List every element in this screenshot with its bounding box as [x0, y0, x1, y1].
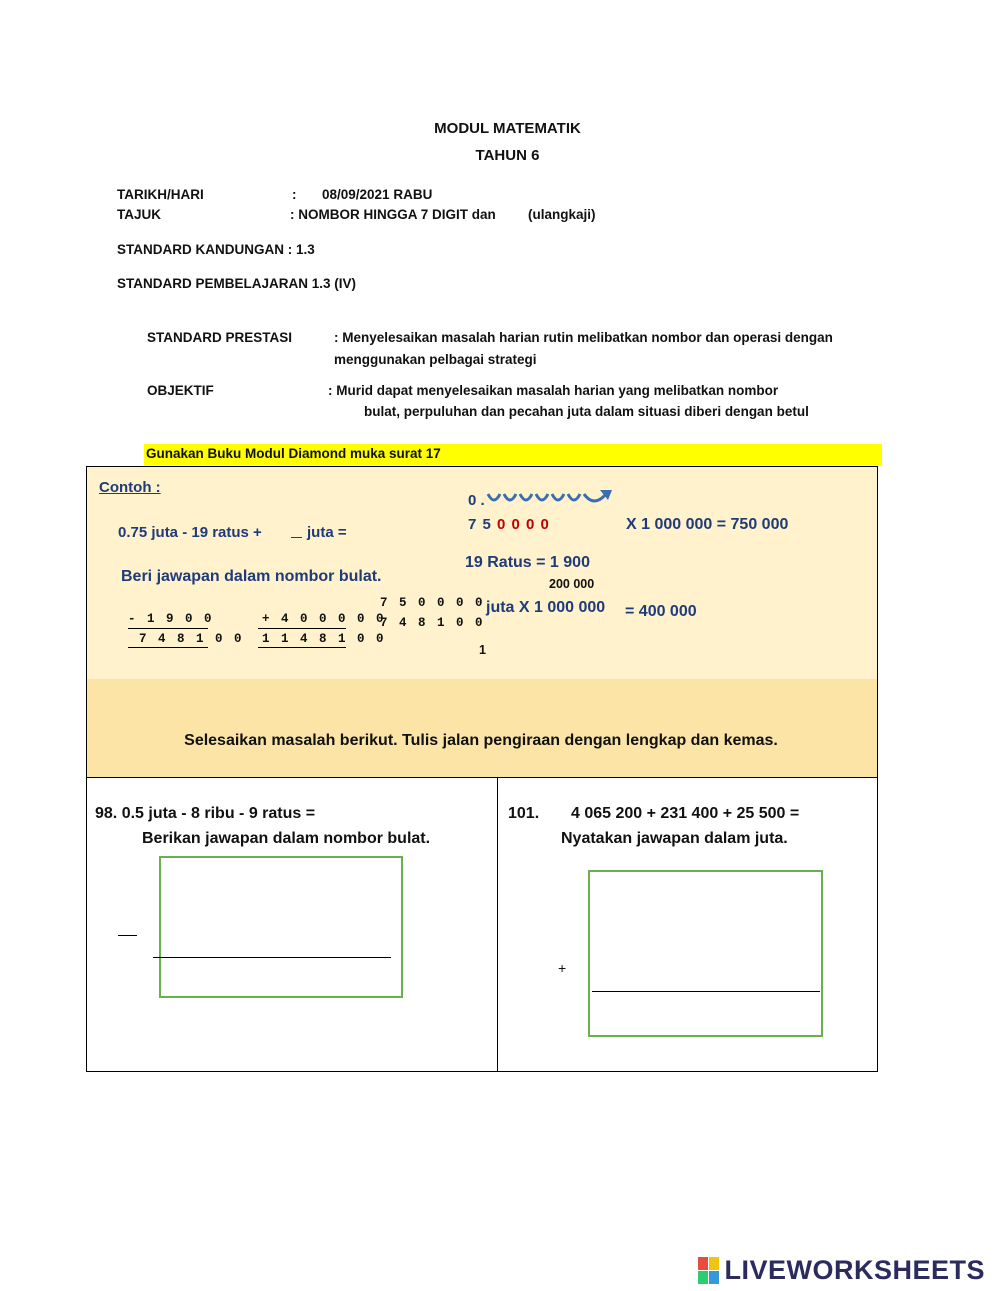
question-divider [497, 777, 498, 1071]
column-rule-3 [258, 628, 346, 629]
ratus-conversion: 19 Ratus = 1 900 [465, 554, 590, 571]
question-101-hint: Nyatakan jawapan dalam juta. [561, 830, 788, 847]
column-result-2: 1 1 4 8 1 0 0 [262, 632, 386, 646]
highlight-text: Gunakan Buku Modul Diamond muka surat 17 [146, 446, 441, 461]
column-top-2: 7 4 8 1 0 0 [380, 616, 485, 630]
blank-underline [291, 537, 302, 538]
column-top-1: 7 5 0 0 0 0 [380, 596, 485, 610]
q98-answer-rule [153, 957, 391, 958]
example-question-right: juta = [307, 524, 347, 541]
tarikh-separator: : [292, 187, 297, 202]
digits-black: 7 5 [468, 516, 492, 533]
question-101-text: 4 065 200 + 231 400 + 25 500 = [571, 805, 800, 822]
q98-answer-box[interactable] [159, 856, 403, 998]
instruction-text: Selesaikan masalah berikut. Tulis jalan pengiraan dengan lengkap dan kemas. [184, 732, 778, 749]
decimal-shift-arrows [484, 484, 624, 508]
standard-kandungan: STANDARD KANDUNGAN : 1.3 [117, 242, 315, 257]
juta-result: = 400 000 [625, 603, 697, 620]
question-101-number: 101. [508, 805, 540, 822]
tajuk-note: (ulangkaji) [528, 207, 596, 222]
instruction-box [86, 679, 878, 778]
column-rule-2 [128, 647, 208, 648]
question-98-text: 98. 0.5 juta - 8 ribu - 9 ratus = [95, 805, 316, 822]
standard-pembelajaran: STANDARD PEMBELAJARAN 1.3 (IV) [117, 276, 357, 291]
column-add: + 4 0 0 0 0 0 [262, 612, 386, 626]
decimal-prefix: 0 . [468, 492, 485, 509]
page-title: MODUL MATEMATIK [434, 120, 581, 137]
multiply-result: X 1 000 000 = 750 000 [626, 516, 789, 533]
column-subtract: - 1 9 0 0 [128, 612, 214, 626]
example-question-left: 0.75 juta - 19 ratus + [118, 524, 262, 541]
column-rule-1 [128, 628, 208, 629]
stray-digit: 1 [479, 643, 486, 657]
small-number: 200 000 [549, 577, 595, 591]
example-label: Contoh : [99, 479, 161, 496]
q101-answer-box[interactable] [588, 870, 823, 1037]
q98-minus-sign [118, 935, 137, 936]
prestasi-line-1: : Menyelesaikan masalah harian rutin melibatkan nombor dan operasi dengan [334, 330, 833, 345]
juta-multiply: juta X 1 000 000 [486, 599, 606, 616]
tajuk-value: : NOMBOR HINGGA 7 DIGIT dan [290, 207, 496, 222]
prestasi-line-2: menggunakan pelbagai strategi [334, 352, 537, 367]
page-subtitle: TAHUN 6 [475, 147, 540, 164]
tarikh-label: TARIKH/HARI [117, 187, 204, 202]
column-rule-4 [258, 647, 346, 648]
logo-mark-icon [698, 1257, 720, 1285]
digits-red: 0 0 0 0 [497, 516, 550, 533]
tajuk-label: TAJUK [117, 207, 162, 222]
liveworksheets-logo [698, 1255, 985, 1286]
prestasi-label: STANDARD PRESTASI [147, 330, 293, 345]
objektif-label: OBJEKTIF [147, 383, 214, 398]
q101-plus-sign: + [558, 960, 567, 976]
question-98-hint: Berikan jawapan dalam nombor bulat. [142, 830, 431, 847]
logo-text: LIVEWORKSHEETS [724, 1255, 985, 1285]
objektif-line-1: : Murid dapat menyelesaikan masalah harian yang melibatkan nombor [328, 383, 779, 398]
example-answer-hint: Beri jawapan dalam nombor bulat. [121, 568, 382, 585]
objektif-line-2: bulat, perpuluhan dan pecahan juta dalam situasi diberi dengan betul [364, 404, 809, 419]
column-result-1: 7 4 8 1 0 0 [139, 632, 244, 646]
tarikh-value: 08/09/2021 RABU [322, 187, 433, 202]
q101-answer-rule [592, 991, 820, 992]
